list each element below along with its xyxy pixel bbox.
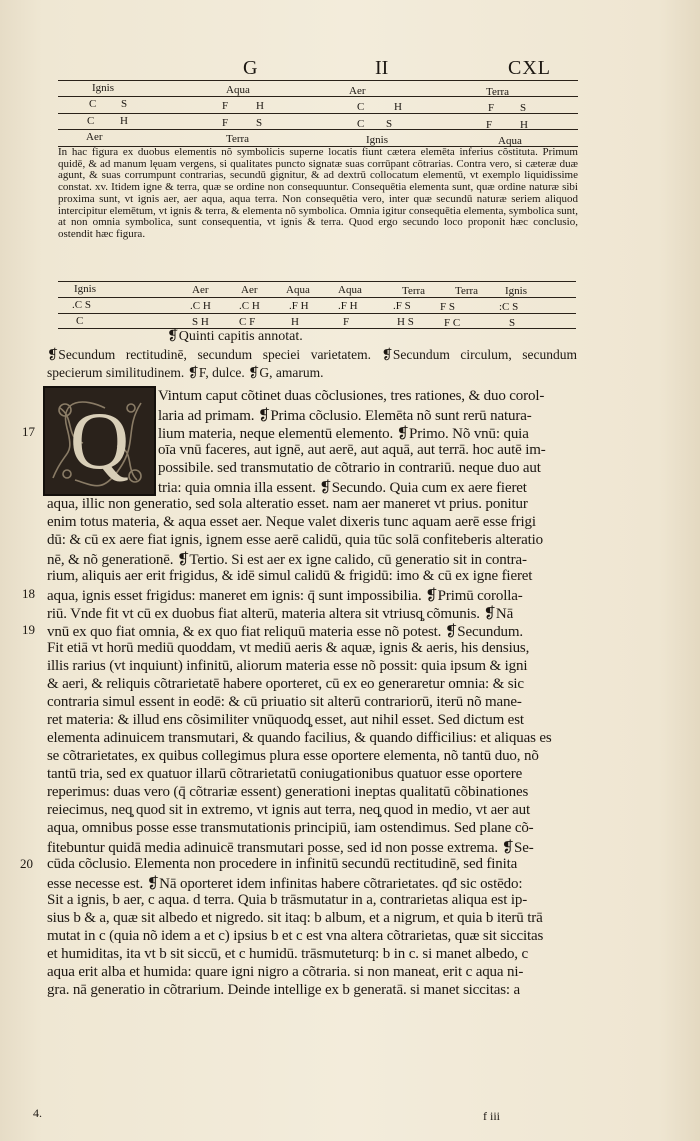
figure-cell: H — [394, 101, 402, 113]
figure-cell: C — [357, 118, 365, 130]
figure-cell: Terra — [486, 86, 510, 98]
figure-cell: H — [520, 119, 528, 131]
figure-cell: C — [89, 98, 97, 110]
figure-rule — [58, 113, 578, 114]
figure-cell: C — [76, 315, 84, 327]
figure-cell: Aqua — [338, 284, 362, 296]
initial-letter: Q — [69, 395, 130, 486]
figure-cell: H — [120, 115, 128, 127]
figure-cell: C F — [239, 316, 256, 328]
text-line: & aeri, & reliquis cõtrarietatē habere oporteret, cū ex eo generaretur omnia: & sic — [47, 676, 524, 692]
figure-cell: .F H — [338, 300, 358, 312]
text-line: aqua, ignis esset frigidus: maneret em ignis: q̄ sunt impossibilia. ❡Primū corolla- — [47, 588, 523, 604]
text-line: esse necesse est. ❡Nā oporteret idem infinitas habere cõtrarietates. qđ sic ostēdo: — [47, 876, 523, 892]
margin-number: 20 — [20, 856, 33, 871]
text-line: cūda cõclusio. Elementa non procedere in infinitū secundū rectitudinē, sed finita — [47, 856, 518, 872]
figure-cell: S — [520, 102, 527, 114]
margin-number: 17 — [22, 424, 35, 439]
figure-cell: H — [291, 316, 299, 328]
text-line: et humiditas, ita vt b sit siccū, et c humidū. trāsmuteturq: b in c. si manet albedo, c — [47, 946, 529, 962]
figure-cell: H — [256, 100, 264, 112]
figure-cell: Terra — [402, 285, 426, 297]
gathering-mark: II — [375, 57, 389, 79]
text-line: laria ad primam. ❡Prima cõclusio. Elemēta nõ sunt rerū natura- — [158, 408, 532, 424]
text-line: aqua erit alba et humida: quare igni nigro a cõtraria. si non maneat, erit c aqua ni- — [47, 964, 524, 980]
text-line: se cõtrarietates, ex quibus collegimus plura esse oportere elementa, nõ tantū duo, nõ — [47, 748, 539, 764]
text-line: Sit a ignis, b aer, c aqua. d terra. Quia b trāsmutatur in a, contrarietas aliqua est ip- — [47, 892, 528, 908]
text-line: oīa vnū faceres, aut ignē, aut aerē, aut aquā, aut terrā. hoc autē im- — [158, 442, 546, 458]
figure-cell: Aqua — [226, 84, 250, 96]
text-line: elementa adinuicem transmutari, & quando facilius, & quando difficilius: et aliquas es — [47, 730, 552, 746]
text-line: fitebuntur quidā media adinuicē transmutari posse, sed id non posse extrema. ❡Se- — [47, 840, 534, 856]
text-line: Vintum caput cõtinet duas cõclusiones, tres rationes, & duo corol- — [158, 388, 545, 404]
text-line: possibile. sed transmutatio de cõtrario in contrariū. neque duo aut — [158, 460, 541, 476]
text-line: gra. nā generatio in cõtrarium. Deinde intellige ex b generatā. si manet siccitas: a — [47, 982, 521, 998]
folio-number: CXL — [508, 57, 551, 79]
figure-cell: :C S — [499, 301, 519, 313]
text-line: illis rarius (vt inquiunt) infinitū, aliorum materia esse nõ possit: quia ipsum & igni — [47, 658, 528, 674]
figure-cell: Aqua — [498, 135, 522, 147]
footer-mark: 4. — [33, 1106, 42, 1120]
figure-cell: .C H — [239, 300, 260, 312]
figure-rule — [58, 313, 576, 314]
figure-cell: F C — [444, 317, 461, 329]
figure-cell: .C S — [72, 299, 91, 311]
text-line: Fit etiā vt horū mediū quoddam, vt mediū aeris & aquæ, ignis & aeris, his densius, — [47, 640, 530, 656]
text-line: contraria simul essent in eodē: & cū priuatio sit alterū contrariorū, iterū nõ mane- — [47, 694, 522, 710]
figure-rule — [58, 328, 576, 329]
figure-cell: C — [357, 101, 365, 113]
figure-cell: S — [121, 98, 128, 110]
text-line: enim totus materia, & aqua esset aer. Neque valet dixeris tunc aquam aerē esse frigi — [47, 514, 536, 530]
figure-cell: Aer — [241, 284, 258, 296]
figure-cell: F — [222, 117, 229, 129]
figure-cell: C — [87, 115, 95, 127]
figure-rule — [58, 297, 576, 298]
figure-rule — [58, 80, 578, 81]
figure-rule — [58, 129, 578, 130]
figure-cell: Aer — [192, 284, 209, 296]
annotation-lemmata: ❡Secundum rectitudinē, secundum speciei varietatem. ❡Secundum circulum, secundum specierum similitudinem. ❡F, dulce. ❡G, amarum. — [47, 347, 577, 380]
figure-cell: F — [488, 102, 495, 114]
figure-cell: Terra — [226, 133, 250, 145]
figure-cell: Aer — [86, 131, 103, 143]
text-line: reperimus: duas vero (q̄ cõtrariæ essent) generationi ineptas qualitatū cõbinationes — [47, 784, 529, 800]
catchword: f iii — [483, 1109, 500, 1123]
text-line: mutat in c (quia nõ idem a et c) ipsius b et c est vna altera cõtrarietas, quæ sit siccitas — [47, 928, 544, 944]
figure-cell: F — [343, 316, 350, 328]
figure-cell: S — [256, 117, 263, 129]
figure-cell: F — [222, 100, 229, 112]
text-line: reiecimus, neq̧ quod sit in extremo, vt ignis aut terra, neq̧ quod in medio, vt aer aut — [47, 802, 530, 818]
signature-mark: G — [243, 57, 258, 79]
figure-cell: H S — [397, 316, 414, 328]
figure-caption: In hac figura ex duobus elementis nõ symbolicis superne locatis fiunt cætera elemēta inferius cõstituta. Primum quidē, & ad manum lęuam vergens, si qualitates puncto signatæ suas corrūpant cõtrarias. Contra vero, si cæteræ duæ agunt, & suas corrumpunt contrarias, secundū gignitur, & ad dextrū collocatum elementū, vt exemplo liquidissime constat. xv. Itidem igne & terra, quæ se ordine non consequuntur. Consequētia elementa sunt, quæ ordine naturæ sibi proxima sunt, vt ignis aer, aer aqua, aqua terra. Non consequētia vero, inter quæ secundū naturæ seriem aliquod intercipitur elemētum, vt ignis & terra, & elementa nõ symbolica. Omnia igitur consequētia elementa, symbolica sunt, at non omnia symbolica, sunt consequentia, vt ignis & terra. Quod ergo secundo loco proponit hæc conclusio, ostendit hæc figura. — [58, 146, 578, 240]
figure-cell: Aer — [349, 85, 366, 97]
figure-cell: Ignis — [92, 82, 114, 94]
text-line: riū. Vnde fit vt cū ex duobus fiat alterū, materia altera sit vtriusq̧ cõmunis. ❡Nā — [47, 606, 514, 622]
text-line: sius b & a, quæ sit albedo et nigredo. sit itaq: b album, et a nigrum, et quia b iterū trā — [47, 910, 543, 926]
figure-cell: Aqua — [286, 284, 310, 296]
figure-cell: S — [509, 317, 516, 329]
figure-cell: .F S — [393, 300, 411, 312]
decorated-initial — [43, 386, 156, 496]
figure-cell: F S — [440, 301, 455, 313]
figure-cell: Ignis — [505, 285, 527, 297]
text-line: aqua, illic non generatio, sed sola alteratio esset. nam aer maneret vt prius. ponitur — [47, 496, 528, 512]
text-line: ret materia: & illud ens cõsimiliter vnūquodq̧ esset, aut nihil esset. Sed dictum est — [47, 712, 524, 728]
figure-cell: F — [486, 119, 493, 131]
text-line: nē, & nõ generationē. ❡Tertio. Si est aer ex igne calido, cū generatio sit in contra- — [47, 552, 527, 568]
annotation-heading: ❡Quinti capitis annotat. — [167, 329, 303, 344]
text-line: vnū ex quo fiat omnia, & ex quo fiat reliquū materia esse nõ potest. ❡Secundum. — [47, 624, 524, 640]
text-line: dū: & cū ex aere fiat ignis, ignem esse aerē calidū, quia tūc solā confiteberis alteratio — [47, 532, 544, 548]
figure-cell: S H — [192, 316, 209, 328]
figure-rule — [58, 281, 576, 282]
figure-cell: Terra — [455, 285, 479, 297]
figure-cell: .C H — [190, 300, 211, 312]
margin-number: 18 — [22, 586, 35, 601]
text-line: tantū tria, sed ex quatuor illarū cõtrarietatū coniugationibus quatuor esse oportere — [47, 766, 523, 782]
text-line: lium materia, neque elementū elemento. ❡Primo. Nõ vnū: quia — [158, 426, 529, 442]
figure-cell: .F H — [289, 300, 309, 312]
text-line: tria: quia omnia illa essent. ❡Secundo. Quia cum ex aere fieret — [158, 480, 527, 496]
figure-cell: Ignis — [74, 283, 96, 295]
text-line: aqua, omnibus posse esse transmutationis principiū, iam ostendimus. Sed plane cõ- — [47, 820, 534, 836]
figure-cell: Ignis — [366, 134, 388, 146]
margin-number: 19 — [22, 622, 35, 637]
text-line: rium, aliquis aer erit frigidus, & idē simul calidū & frigidū: imo & cū ex igne fieret — [47, 568, 533, 584]
figure-cell: S — [386, 118, 393, 130]
